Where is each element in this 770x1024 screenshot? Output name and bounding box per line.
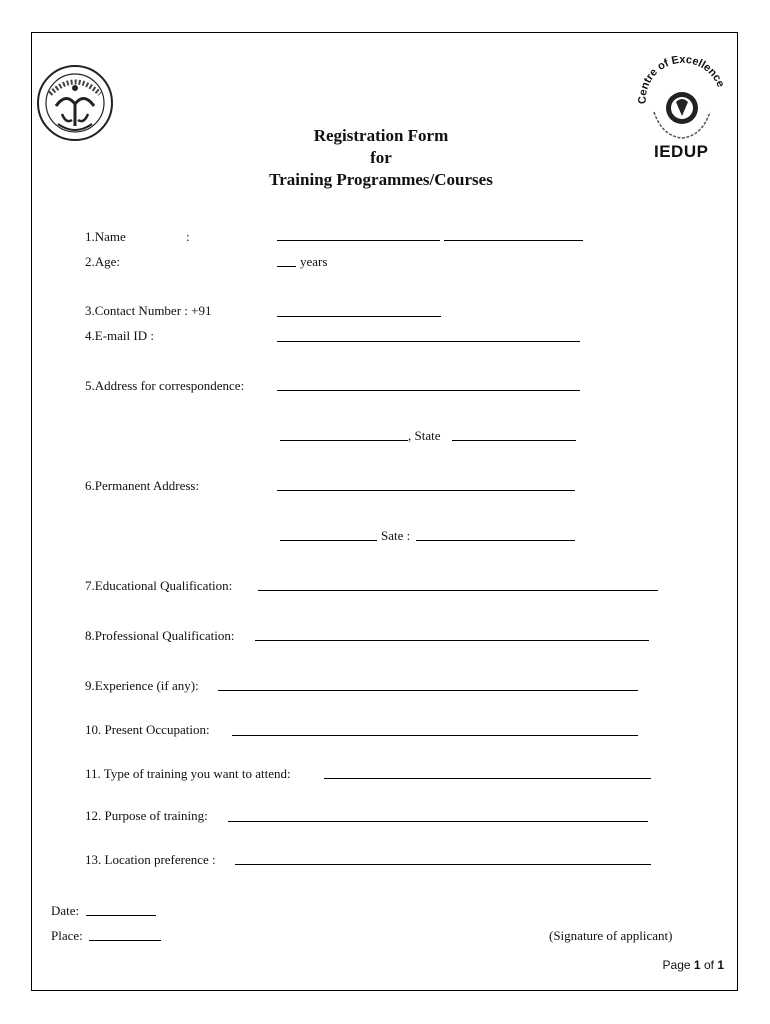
logo-arc-text: Centre of Excellence [636, 56, 727, 105]
address-line-1[interactable] [277, 390, 580, 391]
title-line-2: for [370, 148, 392, 167]
address-state-label: , State [408, 428, 441, 443]
permanent-address-line-1[interactable] [277, 490, 575, 491]
age-line[interactable] [277, 266, 296, 267]
experience-line[interactable] [218, 690, 638, 691]
name-colon: : [186, 229, 190, 244]
page-total: 1 [717, 958, 724, 972]
location-label: 13. Location preference : [85, 852, 216, 867]
address-state-line[interactable] [452, 440, 576, 441]
training-type-label: 11. Type of training you want to attend: [85, 766, 291, 781]
page-current: 1 [693, 958, 701, 972]
contact-label: 3.Contact Number : +91 [85, 303, 212, 318]
professional-line[interactable] [255, 640, 649, 641]
name-label: 1.Name [85, 229, 126, 244]
place-label: Place: [51, 928, 83, 943]
age-suffix: years [300, 254, 328, 269]
page-number [663, 958, 724, 972]
permanent-state-line[interactable] [416, 540, 575, 541]
logo-brand-text: IEDUP [654, 142, 709, 161]
purpose-line[interactable] [228, 821, 648, 822]
education-label: 7.Educational Qualification: [85, 578, 233, 593]
occupation-label: 10. Present Occupation: [85, 722, 210, 737]
professional-label: 8.Professional Qualification: [85, 628, 235, 643]
address-label: 5.Address for correspondence: [85, 378, 245, 393]
last-name-line[interactable] [444, 240, 583, 241]
form-title [0, 125, 762, 191]
date-line[interactable] [86, 915, 156, 916]
page-of: of [703, 958, 714, 972]
permanent-city-line[interactable] [280, 540, 377, 541]
place-line[interactable] [89, 940, 161, 941]
purpose-label: 12. Purpose of training: [85, 808, 208, 823]
permanent-address-label: 6.Permanent Address: [85, 478, 200, 493]
page-prefix: Page [662, 958, 691, 972]
permanent-state-label: Sate : [381, 528, 411, 543]
experience-label: 9.Experience (if any): [85, 678, 199, 693]
date-label: Date: [51, 903, 80, 918]
address-city-line[interactable] [280, 440, 408, 441]
title-line-1: Registration Form [313, 126, 449, 145]
email-line[interactable] [277, 341, 580, 342]
email-label: 4.E-mail ID : [85, 328, 154, 343]
education-line[interactable] [258, 590, 658, 591]
contact-line[interactable] [277, 316, 441, 317]
first-name-line[interactable] [277, 240, 440, 241]
occupation-line[interactable] [232, 735, 638, 736]
title-line-3: Training Programmes/Courses [269, 170, 493, 189]
age-label: 2.Age: [85, 254, 121, 269]
training-type-line[interactable] [324, 778, 651, 779]
location-line[interactable] [235, 864, 651, 865]
signature-label: (Signature of applicant) [549, 928, 673, 943]
